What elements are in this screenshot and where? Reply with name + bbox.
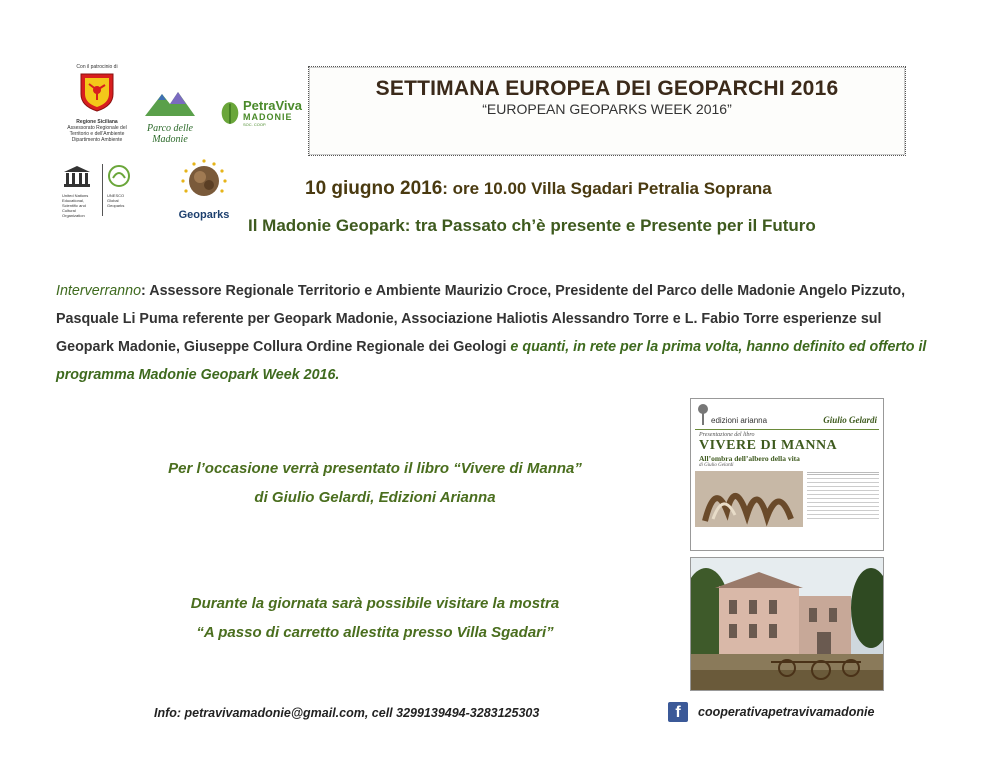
unesco-text-3: Cultural Organization <box>62 208 85 218</box>
speakers-lead: Interverranno <box>56 283 142 299</box>
cover-blurb <box>807 471 879 527</box>
book-announcement <box>100 454 650 512</box>
arianna-logo-icon <box>697 403 709 425</box>
unesco-logo <box>62 164 142 224</box>
sicily-text-1: Regione Siciliana <box>76 119 118 125</box>
facebook-link[interactable] <box>668 702 874 722</box>
speakers-body: : Assessore Regionale Territorio e Ambiente Maurizio Croce, Presidente del Parco delle Madonie Angelo Pizzuto, Pasquale Li Puma referente per Geopark Madonie, Associazione Haliotis Alessandro Torre e L. Fabio Torre esperienze sul Geopark Madonie, Giuseppe Collura Ordine Regionale dei Geologi <box>56 283 906 355</box>
patronage-label: Con il patrocinio di <box>76 64 118 70</box>
sicily-text-4: Dipartimento Ambiente <box>71 137 123 143</box>
geoparks-text-3: Geoparks <box>107 203 125 208</box>
cover-by: di Giulio Gelardi <box>699 463 734 468</box>
speakers-tail: e quanti, in rete per la prima volta, hanno definito ed offerto il programma Madonie Geopark Week 2016. <box>56 339 927 383</box>
cover-subtitle: All’ombra dell’albero della vita <box>699 454 800 463</box>
unesco-temple-icon <box>62 164 92 188</box>
villa-sgadari-photo <box>690 557 884 691</box>
regione-siciliana-logo <box>62 64 132 164</box>
cover-presentation: Presentazione del libro <box>699 432 755 438</box>
petraviva-coop: SOC. COOP. <box>242 122 267 127</box>
speakers-paragraph <box>56 277 936 389</box>
sicily-shield-icon <box>77 72 117 112</box>
geoparks-stars-icon <box>179 158 229 204</box>
petraviva-madonie: MADONIE <box>242 112 293 122</box>
event-details: : ore 10.00 Villa Sgadari Petralia Soprana <box>442 179 772 198</box>
event-theme: Il Madonie Geopark: tra Passato ch’è presente e Presente per il Futuro <box>248 216 816 235</box>
parco-label: Parco delle Madonie <box>146 123 193 145</box>
mountain-icon <box>140 88 200 118</box>
geoparks-label: Geoparks <box>178 209 230 221</box>
book-line-2: di Giulio Gelardi, Edizioni Arianna <box>254 489 496 506</box>
manna-photo-icon <box>695 471 803 527</box>
unesco-text-1: United Nations <box>62 193 89 198</box>
unesco-text-2: Educational, Scientific and <box>62 198 86 208</box>
petraviva-logo <box>220 98 302 138</box>
parco-madonie-logo <box>130 88 210 145</box>
event-date: 10 giugno 2016 <box>305 178 443 199</box>
cover-publisher: edizioni arianna <box>711 416 768 425</box>
villa-photo-icon <box>691 558 883 690</box>
event-subtitle: “EUROPEAN GEOPARKS WEEK 2016” <box>482 101 732 117</box>
leaf-icon <box>220 98 240 128</box>
facebook-icon[interactable]: f <box>668 702 688 722</box>
contact-info: Info: petravivamadonie@gmail.com, cell 3299139494-3283125303 <box>154 706 540 720</box>
cover-title: VIVERE DI MANNA <box>699 438 838 453</box>
petraviva-name: PetraViva <box>242 98 302 113</box>
geoparks-text-2: Global <box>107 198 119 203</box>
cover-author: Giulio Gelardi <box>823 415 877 425</box>
book-line-1: Per l’occasione verrà presentato il libro “Vivere di Manna” <box>168 460 582 477</box>
exhibit-announcement <box>100 589 650 647</box>
geoparks-text-1: UNESCO <box>107 193 125 198</box>
title-box <box>308 66 906 156</box>
european-geoparks-logo <box>168 158 240 222</box>
sicily-text-3: Territorio e dell'Ambiente <box>69 131 125 137</box>
book-cover-image <box>690 398 884 551</box>
sicily-text-2: Assessorato Regionale del <box>67 125 127 131</box>
global-geoparks-icon <box>107 164 131 188</box>
event-date-line <box>305 178 772 200</box>
exhibit-line-2: “A passo di carretto allestita presso Villa Sgadari” <box>196 624 554 641</box>
exhibit-line-1: Durante la giornata sarà possibile visitare la mostra <box>190 595 560 612</box>
event-title: SETTIMANA EUROPEA DEI GEOPARCHI 2016 <box>375 77 839 100</box>
facebook-page-name[interactable]: cooperativapetravivamadonie <box>698 705 875 719</box>
